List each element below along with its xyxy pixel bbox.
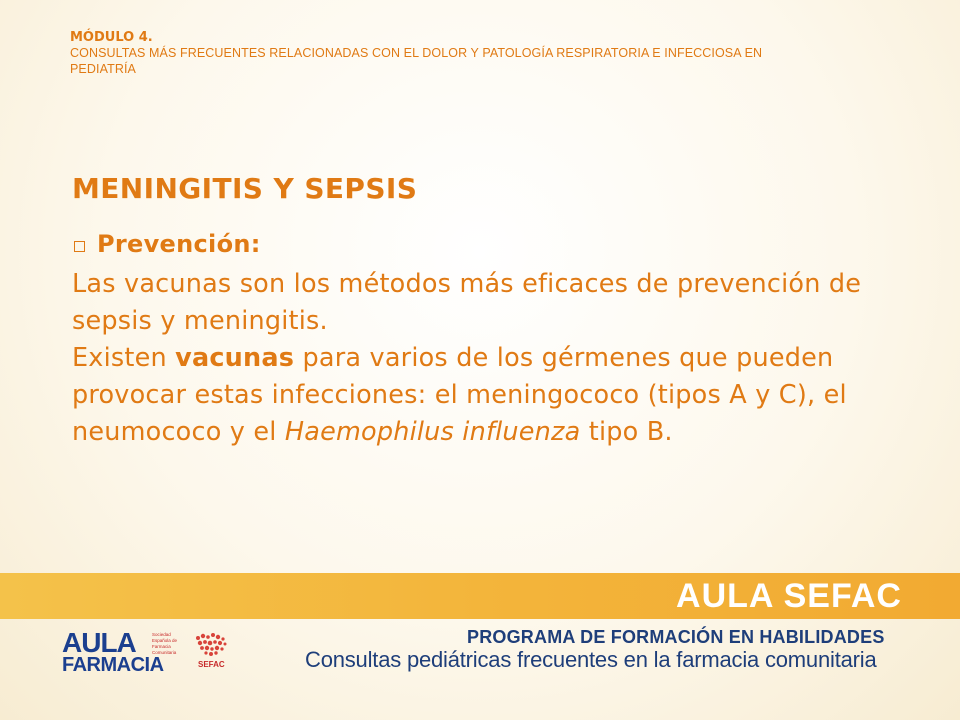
sefac-society-text: Sociedad Española de Farmacia Comunitaria (152, 632, 178, 655)
footer-band (0, 573, 960, 619)
p2-end: tipo B. (580, 417, 673, 447)
program-rest: DE FORMACIÓN EN HABILIDADES (574, 627, 885, 647)
sefac-map-icon (192, 630, 232, 660)
program-block (305, 627, 885, 673)
sefac-logo (152, 630, 232, 670)
module-header (70, 30, 830, 77)
p2-italic-haemophilus: Haemophilus influenza (284, 417, 581, 447)
program-bold: PROGRAMA (467, 627, 575, 647)
band-title: AULA SEFAC (676, 577, 902, 615)
aula-farmacia-logo (62, 627, 164, 676)
paragraph-2 (72, 340, 902, 451)
body-text (72, 266, 902, 451)
p2-start: Existen (72, 343, 176, 373)
p2-bold-vacunas: vacunas (175, 343, 295, 373)
sefac-word: SEFAC (198, 660, 225, 669)
logo-aula-line2: FARMACIA (62, 654, 164, 676)
p2-rest: para varios de los gérmenes que pueden provocar estas infecciones: el meningococo (tipos A y C), el neumococo y el (72, 343, 847, 447)
program-subtitle: Consultas pediátricas frecuentes en la farmacia comunitaria (305, 647, 877, 672)
paragraph-1: Las vacunas son los métodos más eficaces de prevención de sepsis y meningitis. (72, 269, 862, 336)
bullet-label: Prevención: (97, 230, 261, 258)
module-label: MÓDULO 4. (70, 30, 153, 45)
section-title: MENINGITIS Y SEPSIS (72, 172, 418, 205)
square-bullet-icon (74, 241, 85, 252)
logo-aula-line1: AULA (62, 627, 136, 658)
program-title (467, 627, 885, 648)
module-subtitle: CONSULTAS MÁS FRECUENTES RELACIONADAS CON EL DOLOR Y PATOLOGÍA RESPIRATORIA E INFECCIOSA EN PEDIATRÍA (70, 46, 763, 76)
bullet-prevencion (74, 230, 261, 258)
